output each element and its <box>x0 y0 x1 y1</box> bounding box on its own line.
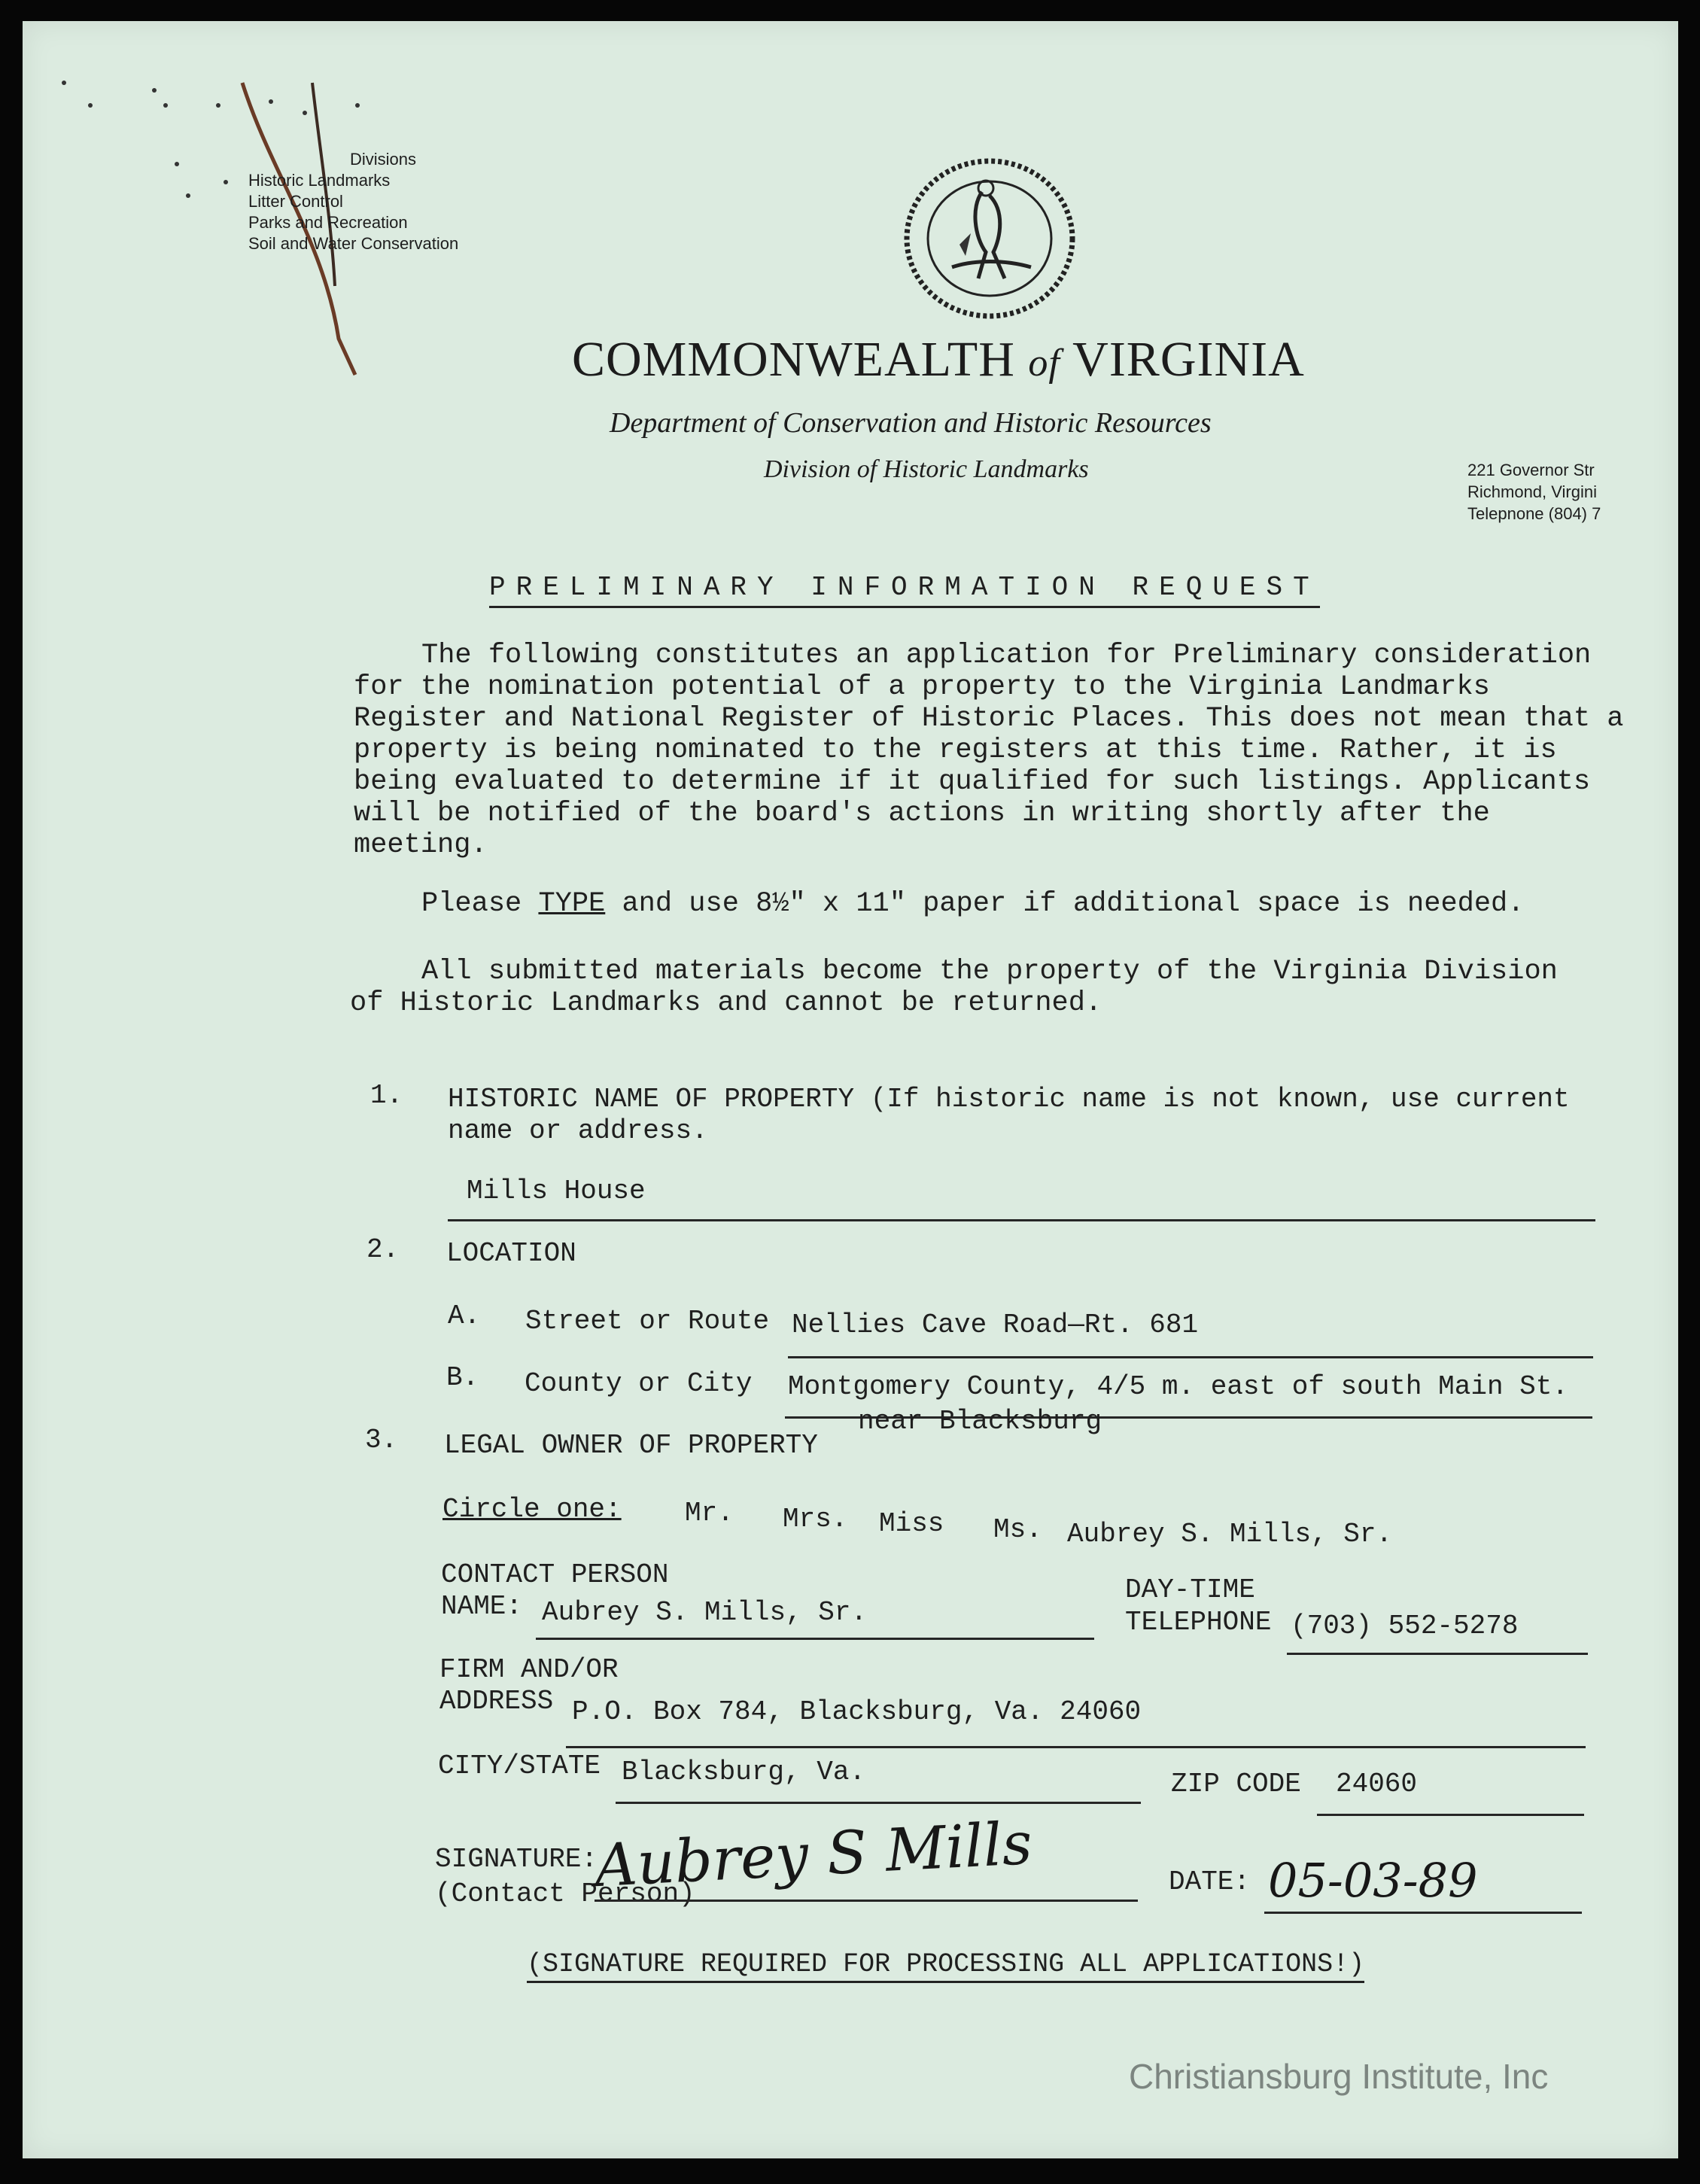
county-label: County or City <box>525 1368 753 1399</box>
signature-field[interactable]: Aubrey S Mills <box>593 1809 1034 1901</box>
contact-person-label: CONTACT PERSON <box>441 1559 669 1590</box>
contact-name-label: NAME: <box>441 1591 523 1622</box>
intro-paragraph: The following constitutes an application for Preliminary consideration for the nomination potential of a property to the Virginia Landmarks Register and National Register of Historic Places. This does not mean that a property is being nominated to the registers at this time. Rather, it is being evaluated to determine if it qualified for such listings. Applicants will be notified of the board's actions in writing shortly after the meeting. <box>354 640 1624 861</box>
title-of: of <box>1028 342 1060 385</box>
telephone-underline <box>1287 1653 1588 1655</box>
division-item: Parks and Recreation <box>248 213 408 232</box>
q1-label-cont: name or address. <box>448 1115 708 1146</box>
virginia-seal-icon <box>899 154 1080 324</box>
date-field[interactable]: 05-03-89 <box>1268 1853 1478 1908</box>
q1-number: 1. <box>370 1080 403 1111</box>
type-note-post: and use 8½" x 11" paper if additional space is needed. <box>605 888 1525 920</box>
address-line: Richmond, Virgini <box>1467 482 1598 501</box>
contact-name-underline <box>536 1638 1094 1640</box>
division-item: Litter Control <box>248 192 343 211</box>
q3-label: LEGAL OWNER OF PROPERTY <box>444 1430 818 1461</box>
street-underline <box>788 1356 1593 1358</box>
zip-field[interactable]: 24060 <box>1336 1769 1418 1799</box>
historic-name-underline <box>448 1219 1595 1221</box>
address-line: Telepnone (804) 7 <box>1467 504 1601 523</box>
title-virginia: VIRGINIA <box>1072 332 1305 387</box>
owner-name-field[interactable]: Aubrey S. Mills, Sr. <box>1067 1519 1393 1550</box>
office-address <box>1467 459 1601 525</box>
type-note-type: TYPE <box>538 888 606 920</box>
contact-name-field[interactable]: Aubrey S. Mills, Sr. <box>542 1597 868 1628</box>
street-field[interactable]: Nellies Cave Road—Rt. 681 <box>792 1309 1199 1340</box>
title-commonwealth: COMMONWEALTH <box>572 332 1015 387</box>
division-item: Historic Landmarks <box>248 171 391 190</box>
signature-underline <box>595 1900 1138 1902</box>
q3-number: 3. <box>365 1425 398 1455</box>
signature-label: SIGNATURE: <box>435 1844 598 1875</box>
divisions-list <box>248 149 458 254</box>
signature-sublabel: (Contact Person) <box>435 1878 695 1909</box>
title-option-mr[interactable]: Mr. <box>685 1498 734 1528</box>
city-state-label: CITY/STATE <box>438 1751 601 1781</box>
division-name: Division of Historic Landmarks <box>764 455 1089 483</box>
city-state-field[interactable]: Blacksburg, Va. <box>622 1757 866 1787</box>
title-option-ms[interactable]: Ms. <box>993 1514 1042 1545</box>
division-item: Soil and Water Conservation <box>248 234 459 253</box>
q1-label: HISTORIC NAME OF PROPERTY (If historic name is not known, use current <box>448 1084 1570 1115</box>
historic-name-field[interactable]: Mills House <box>467 1176 646 1206</box>
street-label: Street or Route <box>525 1306 770 1337</box>
watermark: Christiansburg Institute, Inc <box>1129 2057 1549 2096</box>
address-line: 221 Governor Str <box>1467 461 1595 479</box>
telephone-label: TELEPHONE <box>1125 1607 1272 1638</box>
q2-number: 2. <box>366 1234 400 1265</box>
type-note <box>421 888 1524 920</box>
type-note-pre: Please <box>421 888 539 920</box>
daytime-label: DAY-TIME <box>1125 1574 1255 1605</box>
form-heading: PRELIMINARY INFORMATION REQUEST <box>489 572 1320 608</box>
circle-one-label: Circle one: <box>442 1494 622 1525</box>
zip-underline <box>1317 1814 1584 1816</box>
city-state-underline <box>616 1802 1141 1804</box>
date-underline <box>1264 1912 1582 1914</box>
materials-note: All submitted materials become the property of the Virginia Division of Historic Landmarks and cannot be returned. <box>350 956 1558 1019</box>
county-field-cont[interactable]: near Blacksburg <box>858 1406 1102 1437</box>
address-underline <box>566 1746 1586 1748</box>
county-field[interactable]: Montgomery County, 4/5 m. east of south Main St. <box>788 1371 1568 1402</box>
q2b-letter: B. <box>446 1362 479 1393</box>
department-name: Department of Conservation and Historic Resources <box>610 407 1212 439</box>
divisions-heading: Divisions <box>350 150 417 169</box>
address-label: ADDRESS <box>439 1686 554 1717</box>
telephone-field[interactable]: (703) 552-5278 <box>1291 1611 1519 1641</box>
date-label: DATE: <box>1169 1866 1251 1897</box>
q2a-letter: A. <box>448 1300 481 1331</box>
title-option-mrs[interactable]: Mrs. <box>783 1504 848 1535</box>
signature-required-note: (SIGNATURE REQUIRED FOR PROCESSING ALL APPLICATIONS!) <box>527 1949 1364 1983</box>
firm-label: FIRM AND/OR <box>439 1654 619 1685</box>
q2-label: LOCATION <box>446 1238 576 1269</box>
zip-label: ZIP CODE <box>1171 1769 1301 1799</box>
letterhead-title <box>572 331 1305 388</box>
address-field[interactable]: P.O. Box 784, Blacksburg, Va. 24060 <box>572 1696 1142 1727</box>
title-option-miss[interactable]: Miss <box>879 1508 944 1539</box>
